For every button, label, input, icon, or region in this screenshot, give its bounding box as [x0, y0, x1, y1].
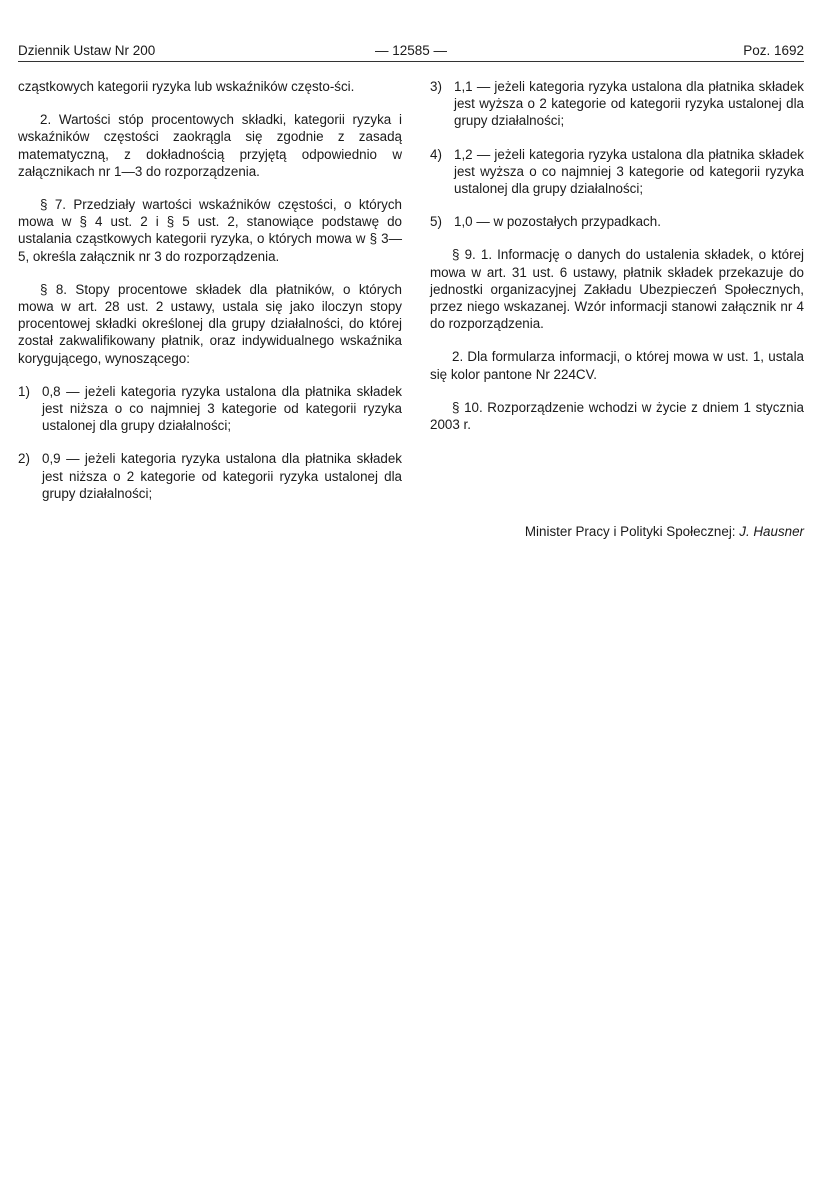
list-item-number: 4) — [430, 146, 442, 162]
right-column — [430, 78, 804, 449]
page-number: — 12585 — — [374, 43, 448, 58]
header-divider — [18, 61, 804, 62]
journal-title: Dziennik Ustaw Nr 200 — [18, 43, 156, 58]
page-header — [18, 42, 804, 60]
paragraph-2: 2. Wartości stóp procentowych składki, kategorii ryzyka i wskaźników częstości zaokrągla się zgodnie z zasadą matematyczną, z dokładnością przyjętą odpowiednio w załącznikach nr 1—3 do rozporządzenia. — [18, 112, 402, 179]
list-item-text: 0,8 — jeżeli kategoria ryzyka ustalona dla płatnika składek jest niższa o co najmniej 3 kategorie od kategorii ryzyka ustalonej dla grupy działalności; — [42, 383, 402, 434]
left-column — [18, 78, 402, 518]
list-item-text: 1,2 — jeżeli kategoria ryzyka ustalona dla płatnika składek jest wyższa o co najmniej 3 kategorie od kategorii ryzyka ustalonej dla grupy działalności; — [454, 146, 804, 197]
position-number: Poz. 1692 — [743, 43, 804, 58]
list-item — [18, 450, 402, 502]
section-9-1: § 9. 1. Informację o danych do ustalenia składek, o której mowa w art. 31 ust. 6 ustawy, płatnik składek przekazuje do jednostki organizacyjnej Zakładu Ubezpieczeń Społecznych, przez niego wskazanej. Wzór informacji stanowi załącznik nr 4 do rozporządzenia. — [430, 247, 804, 332]
signature-title: Minister Pracy i Polityki Społecznej: — [524, 524, 736, 539]
list-item — [430, 146, 804, 198]
continuation-text: cząstkowych kategorii ryzyka lub wskaźników często-ści. — [18, 79, 355, 94]
list-item-text: 1,0 — w pozostałych przypadkach. — [454, 214, 661, 230]
list-item — [18, 383, 402, 435]
signature-name: J. Hausner — [739, 524, 804, 539]
list-item-number: 1) — [18, 383, 30, 399]
section-7: § 7. Przedziały wartości wskaźników częstości, o których mowa w § 4 ust. 2 i § 5 ust. 2, stanowiące podstawę do ustalania cząstkowych kategorii ryzyka, o których mowa w § 3—5, określa załącznik nr 3 do rozporządzenia. — [18, 197, 402, 264]
list-item-text: 0,9 — jeżeli kategoria ryzyka ustalona dla płatnika składek jest niższa o 2 kategorie od kategorii ryzyka ustalonej dla grupy działalności; — [42, 451, 402, 501]
list-item-number: 2) — [18, 451, 30, 467]
list-item-number: 3) — [430, 79, 442, 94]
signature — [430, 523, 804, 540]
section-9-2: 2. Dla formularza informacji, o której mowa w ust. 1, ustala się kolor pantone Nr 224CV. — [430, 349, 804, 382]
list-item-text: 1,1 — jeżeli kategoria ryzyka ustalona dla płatnika składek jest wyższa o 2 kategorie od kategorii ryzyka ustalonej dla grupy działalności; — [454, 79, 804, 129]
list-item — [430, 78, 804, 130]
list-item — [430, 213, 804, 230]
section-10: § 10. Rozporządzenie wchodzi w życie z dniem 1 stycznia 2003 r. — [430, 399, 804, 433]
section-8: § 8. Stopy procentowe składek dla płatników, o których mowa w art. 28 ust. 2 ustawy, ustala się jako iloczyn stopy procentowej składki określonej dla grupy działalności, do której został zakwalifikowany płatnik, oraz indywidualnego wskaźnika korygującego, wynoszącego: — [18, 281, 402, 366]
list-item-number: 5) — [430, 214, 442, 230]
